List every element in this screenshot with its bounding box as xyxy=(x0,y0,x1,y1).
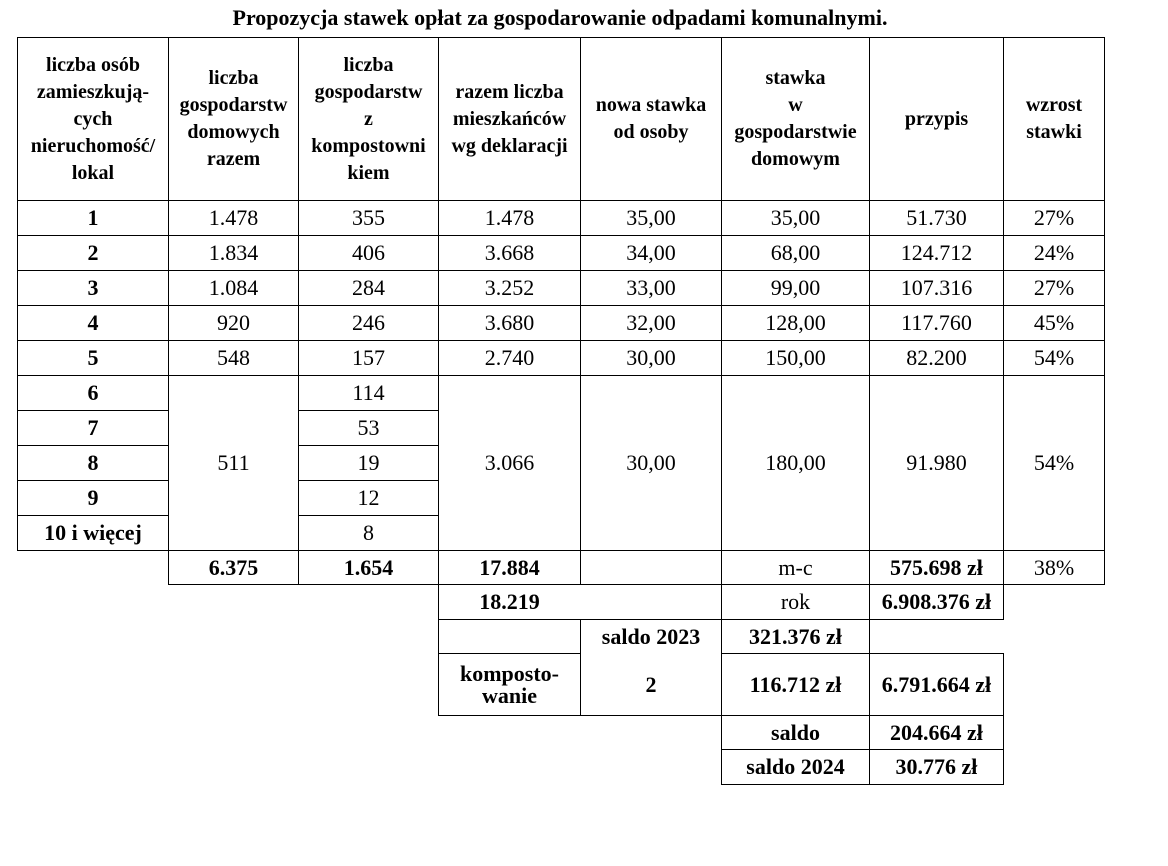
persons-cell: 8 xyxy=(87,450,99,475)
header-compost-households-line: kiem xyxy=(347,161,390,184)
saldo-2024-value: 30.776 zł xyxy=(895,754,978,779)
rate-cell: 30,00 xyxy=(626,345,676,370)
household-rate-cell: 35,00 xyxy=(770,205,821,230)
composting-label-line: komposto- xyxy=(459,660,559,686)
header-persons xyxy=(18,38,168,200)
header-compost-households-line: z xyxy=(364,107,373,130)
rate-cell: 33,00 xyxy=(626,275,676,300)
yearly-charge: 6.908.376 zł xyxy=(881,589,992,614)
increase-cell: 45% xyxy=(1033,310,1075,335)
increase-cell: 27% xyxy=(1033,275,1075,300)
households-cell: 1.478 xyxy=(208,205,259,230)
composting-value: 116.712 zł xyxy=(749,671,842,697)
compost-cell: 284 xyxy=(352,275,385,300)
header-compost-households-line: kompostowni xyxy=(311,134,426,157)
household-rate-cell: 150,00 xyxy=(765,345,826,370)
header-increase-line: stawki xyxy=(1026,121,1082,143)
header-households-line: liczba xyxy=(208,67,259,89)
residents-cell: 2.740 xyxy=(484,345,535,370)
header-residents-line: razem liczba xyxy=(455,80,564,103)
rate-cell: 35,00 xyxy=(626,205,676,230)
saldo-2024-label: saldo 2024 xyxy=(746,754,845,779)
charge-cell: 117.760 xyxy=(901,310,972,335)
persons-cell: 1 xyxy=(87,205,99,230)
total-compost: 1.654 xyxy=(343,554,394,580)
increase-cell: 24% xyxy=(1033,240,1075,265)
header-household-rate-line: stawka xyxy=(765,67,826,89)
residents-cell: 3.680 xyxy=(484,310,535,335)
header-compost-households xyxy=(299,38,438,200)
header-new-rate-line: od osoby xyxy=(613,121,689,143)
header-charge-line: przypis xyxy=(904,107,969,130)
residents-cell: 3.252 xyxy=(484,275,535,300)
rate-cell: 30,00 xyxy=(626,450,676,475)
charge-cell: 82.200 xyxy=(906,345,967,370)
saldo-label: saldo xyxy=(771,719,820,745)
charge-cell: 107.316 xyxy=(900,275,973,300)
persons-cell: 4 xyxy=(87,310,99,335)
total-residents: 17.884 xyxy=(479,554,540,580)
header-households xyxy=(169,38,298,200)
header-persons-line: cych xyxy=(73,107,113,130)
header-persons-line: zamieszkują- xyxy=(36,80,150,103)
composting-label xyxy=(439,654,580,715)
header-persons-line: liczba osób xyxy=(46,53,140,76)
persons-cell: 7 xyxy=(87,415,99,440)
compost-cell: 53 xyxy=(357,415,380,440)
households-cell: 1.084 xyxy=(208,275,259,300)
increase-cell: 27% xyxy=(1033,205,1075,230)
header-compost-households-line: gospodarstw xyxy=(314,80,423,103)
header-household-rate-line: w xyxy=(788,94,803,116)
household-rate-cell: 68,00 xyxy=(770,240,821,265)
saldo-2023-value: 321.376 zł xyxy=(749,623,842,649)
header-household-rate xyxy=(722,38,869,200)
header-households-line: razem xyxy=(206,148,261,170)
charge-cell: 91.980 xyxy=(906,450,967,475)
header-persons-line: nieruchomość/ xyxy=(30,134,156,157)
residents-cell: 3.066 xyxy=(484,450,535,475)
header-increase xyxy=(1004,38,1104,200)
household-rate-cell: 99,00 xyxy=(770,275,821,300)
net-charge-value: 6.791.664 zł xyxy=(881,671,992,697)
header-compost-households-line: liczba xyxy=(343,53,394,76)
households-cell: 511 xyxy=(217,450,250,475)
header-households-line: gospodarstw xyxy=(179,94,288,116)
header-residents-line: wg deklaracji xyxy=(451,134,568,157)
grid-line xyxy=(721,784,1004,785)
total-residents-year: 18.219 xyxy=(479,589,540,614)
compost-cell: 19 xyxy=(357,450,380,475)
monthly-charge: 575.698 zł xyxy=(890,554,983,580)
household-rate-cell: 180,00 xyxy=(765,450,826,475)
compost-cell: 12 xyxy=(357,485,380,510)
compost-cell: 406 xyxy=(352,240,385,265)
compost-cell: 246 xyxy=(352,310,385,335)
households-cell: 920 xyxy=(217,310,250,335)
persons-cell: 2 xyxy=(87,240,99,265)
saldo-2023-label: saldo 2023 xyxy=(601,623,701,649)
residents-cell: 1.478 xyxy=(484,205,535,230)
header-household-rate-line: gospodarstwie xyxy=(734,121,857,143)
header-households-line: domowych xyxy=(187,121,280,143)
composting-label-line: wanie xyxy=(481,682,537,708)
rate-cell: 34,00 xyxy=(626,240,676,265)
charge-cell: 51.730 xyxy=(906,205,967,230)
residents-cell: 3.668 xyxy=(484,240,535,265)
persons-cell: 3 xyxy=(87,275,99,300)
header-persons-line: lokal xyxy=(71,161,115,184)
charge-cell: 124.712 xyxy=(900,240,973,265)
household-rate-cell: 128,00 xyxy=(765,310,826,335)
saldo-value: 204.664 zł xyxy=(890,719,983,745)
increase-cell: 54% xyxy=(1033,345,1075,370)
header-charge xyxy=(870,38,1003,200)
header-new-rate xyxy=(581,38,721,200)
page-title: Propozycja stawek opłat za gospodarowanie odpadami komunalnymi. xyxy=(232,5,888,30)
households-cell: 548 xyxy=(217,345,250,370)
compost-cell: 114 xyxy=(352,380,385,405)
period-month-label: m-c xyxy=(778,554,813,580)
total-households: 6.375 xyxy=(208,554,259,580)
households-cell: 1.834 xyxy=(208,240,259,265)
persons-cell: 10 i więcej xyxy=(44,520,142,545)
period-year-label: rok xyxy=(780,589,811,614)
total-increase: 38% xyxy=(1033,554,1075,580)
grid-line xyxy=(1003,653,1004,785)
compost-cell: 355 xyxy=(352,205,385,230)
compost-cell: 157 xyxy=(352,345,385,370)
header-increase-line: wzrost xyxy=(1025,94,1083,116)
persons-cell: 5 xyxy=(87,345,99,370)
header-new-rate-line: nowa stawka xyxy=(595,94,707,116)
header-residents xyxy=(439,38,580,200)
grid-line xyxy=(1104,37,1105,585)
composting-rate: 2 xyxy=(645,671,657,697)
persons-cell: 9 xyxy=(87,485,99,510)
compost-cell: 8 xyxy=(363,520,374,545)
header-household-rate-line: domowym xyxy=(751,148,840,170)
persons-cell: 6 xyxy=(87,380,99,405)
rate-cell: 32,00 xyxy=(626,310,676,335)
increase-cell: 54% xyxy=(1033,450,1075,475)
header-residents-line: mieszkańców xyxy=(452,107,567,130)
